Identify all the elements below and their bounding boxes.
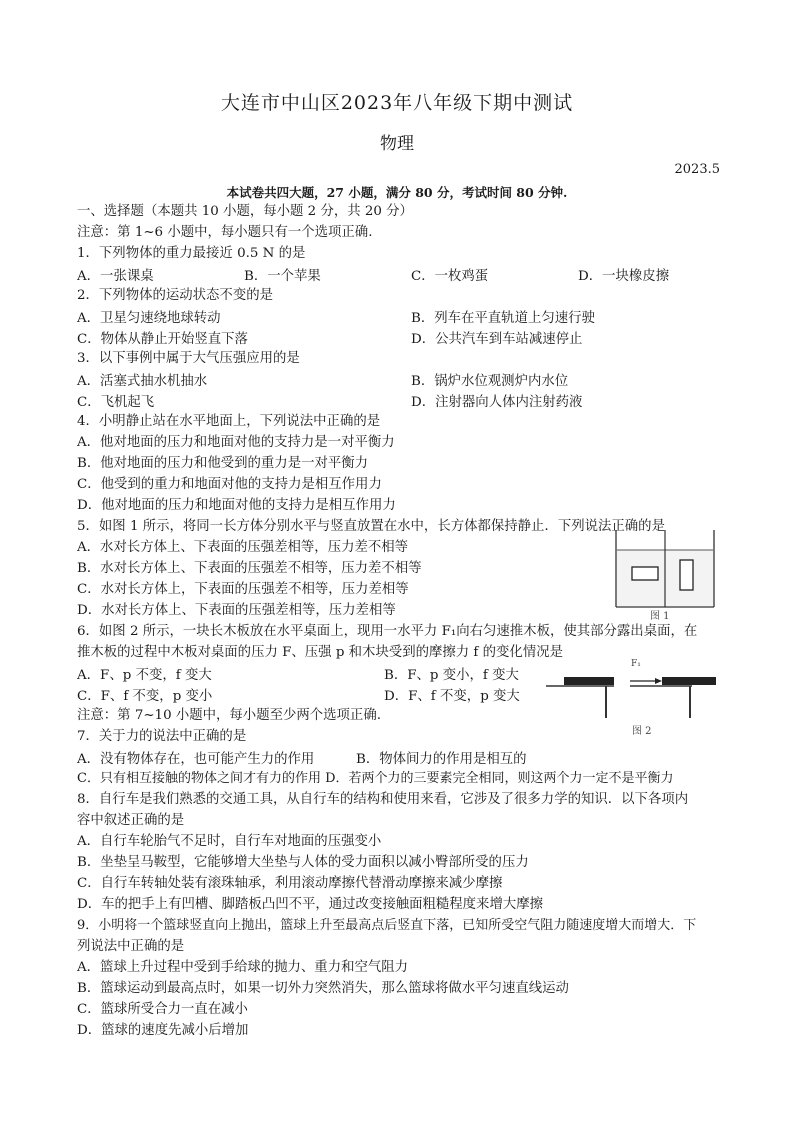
question-stem-cont: 推木板的过程中木板对桌面的压力 F、压强 p 和木块受到的摩擦力 f 的变化情况是	[77, 645, 563, 660]
board-right	[662, 677, 716, 685]
option-d: D．篮球的速度先减小后增加	[77, 1023, 249, 1038]
option-c: C．他受到的重力和地面对他的支持力是相互作用力	[77, 477, 382, 492]
section-note: 注意：第 1~6 小题中，每小题只有一个选项正确.	[77, 225, 373, 240]
option-b: B．锅炉水位观测炉内水位	[411, 374, 569, 389]
force-arrow-head	[655, 678, 662, 684]
question-stem-cont: 列说法中正确的是	[77, 939, 185, 954]
option-b: B．列车在平直轨道上匀速行驶	[411, 311, 595, 326]
option-d: D．一块橡皮擦	[578, 269, 670, 284]
option-a: A．卫星匀速绕地球转动	[77, 311, 221, 326]
option-a: A．F、p 不变，f 变大	[77, 668, 212, 683]
section-heading: 一、选择题（本题共 10 小题，每小题 2 分，共 20 分）	[77, 204, 413, 219]
option-b: B．他对地面的压力和他受到的重力是一对平衡力	[77, 456, 369, 471]
question-stem: 4．小明静止站在水平地面上，下列说法中正确的是	[77, 414, 381, 429]
option-a: A．一张课桌	[77, 269, 154, 284]
option-b: B．一个苹果	[244, 269, 321, 284]
option-d: D．F、f 不变，p 变大	[384, 689, 520, 704]
option-d: D．车的把手上有凹槽、脚踏板凸凹不平，通过改变接触面粗糙程度来增大摩擦	[77, 897, 544, 912]
option-b: B．F、p 变小，f 变大	[384, 668, 519, 683]
option-b: B．物体间力的作用是相互的	[356, 752, 527, 767]
page-title: 大连市中山区2023年八年级下期中测试	[220, 92, 574, 114]
exam-intro: 本试卷共四大题，27 小题，满分 80 分，考试时间 80 分钟.	[226, 185, 568, 200]
figure-2-caption: 图 2	[632, 726, 652, 737]
figure-1-container-diagram	[612, 530, 718, 610]
option-b: B．坐垫呈马鞍型，它能够增大坐垫与人体的受力面积以减小臀部所受的压力	[77, 855, 529, 870]
option-c: C．飞机起飞	[77, 395, 155, 410]
option-c: C．一枚鸡蛋	[411, 269, 489, 284]
question-stem: 8．自行车是我们熟悉的交通工具，从自行车的结构和使用来看，它涉及了很多力学的知识．以下各项内	[77, 792, 689, 807]
board-left	[564, 677, 614, 685]
option-c: C．水对长方体上，下表面的压强差不相等，压力差相等	[77, 582, 409, 597]
option-b: B．水对长方体上、下表面的压强差不相等，压力差不相等	[77, 561, 422, 576]
section-note: 注意：第 7~10 小题中，每小题至少两个选项正确.	[77, 708, 381, 723]
figure-2-table-board-diagram	[544, 662, 720, 720]
option-d: D．公共汽车到车站减速停止	[411, 332, 583, 347]
option-a: A．没有物体存在，也可能产生力的作用	[77, 752, 315, 767]
block-vertical	[680, 560, 693, 590]
option-d: D．水对长方体上、下表面的压强差相等，压力差相等	[77, 603, 396, 618]
question-stem: 3．以下事例中属于大气压强应用的是	[77, 351, 300, 366]
question-stem: 5．如图 1 所示，将同一长方体分别水平与竖直放置在水中，长方体都保持静止．下列说法正确的是	[77, 519, 665, 534]
question-stem: 6．如图 2 所示，一块长木板放在水平桌面上，现用一水平力 F₁向右匀速推木板，使其部分露出桌面，在	[77, 624, 698, 639]
option-c: C．物体从静止开始竖直下落	[77, 332, 248, 347]
option-c: C．篮球所受合力一直在减小	[77, 1002, 248, 1017]
option-a: A．他对地面的压力和地面对他的支持力是一对平衡力	[77, 435, 395, 450]
option-d: D．他对地面的压力和地面对他的支持力是相互作用力	[77, 498, 396, 513]
question-stem: 9．小明将一个篮球竖直向上抛出，篮球上升至最高点后竖直下落，已知所受空气阻力随速度增大而增大．下	[77, 918, 697, 933]
figure-1-caption: 图 1	[650, 611, 670, 622]
question-stem: 1．下列物体的重力最接近 0.5 N 的是	[77, 246, 306, 261]
option-c: C．F、f 不变，p 变小	[77, 689, 213, 704]
option-a: A．水对长方体上、下表面的压强差相等，压力差不相等	[77, 540, 409, 555]
block-horizontal	[632, 567, 658, 580]
subject-title: 物理	[380, 134, 414, 154]
exam-date: 2023.5	[674, 162, 720, 177]
option-a: A．活塞式抽水机抽水	[77, 374, 208, 389]
question-stem-cont: 容中叙述正确的是	[77, 813, 185, 828]
question-stem: 7．关于力的说法中正确的是	[77, 729, 247, 744]
option-c: C．自行车转轴处装有滚珠轴承，利用滚动摩擦代替滑动摩擦来减少摩擦	[77, 876, 503, 891]
question-stem: 2．下列物体的运动状态不变的是	[77, 288, 273, 303]
option-b: B．篮球运动到最高点时，如果一切外力突然消失，那么篮球将做水平匀速直线运动	[77, 981, 569, 996]
option-a: A．自行车轮胎气不足时，自行车对地面的压强变小	[77, 834, 382, 849]
option-d: D．注射器向人体内注射药液	[411, 395, 583, 410]
option-a: A．篮球上升过程中受到手给球的抛力、重力和空气阻力	[77, 960, 409, 975]
force-label: F₁	[631, 659, 641, 669]
option-cd: C．只有相互接触的物体之间才有力的作用 D．若两个力的三要素完全相同，则这两个力一定不是平衡力	[77, 771, 674, 786]
